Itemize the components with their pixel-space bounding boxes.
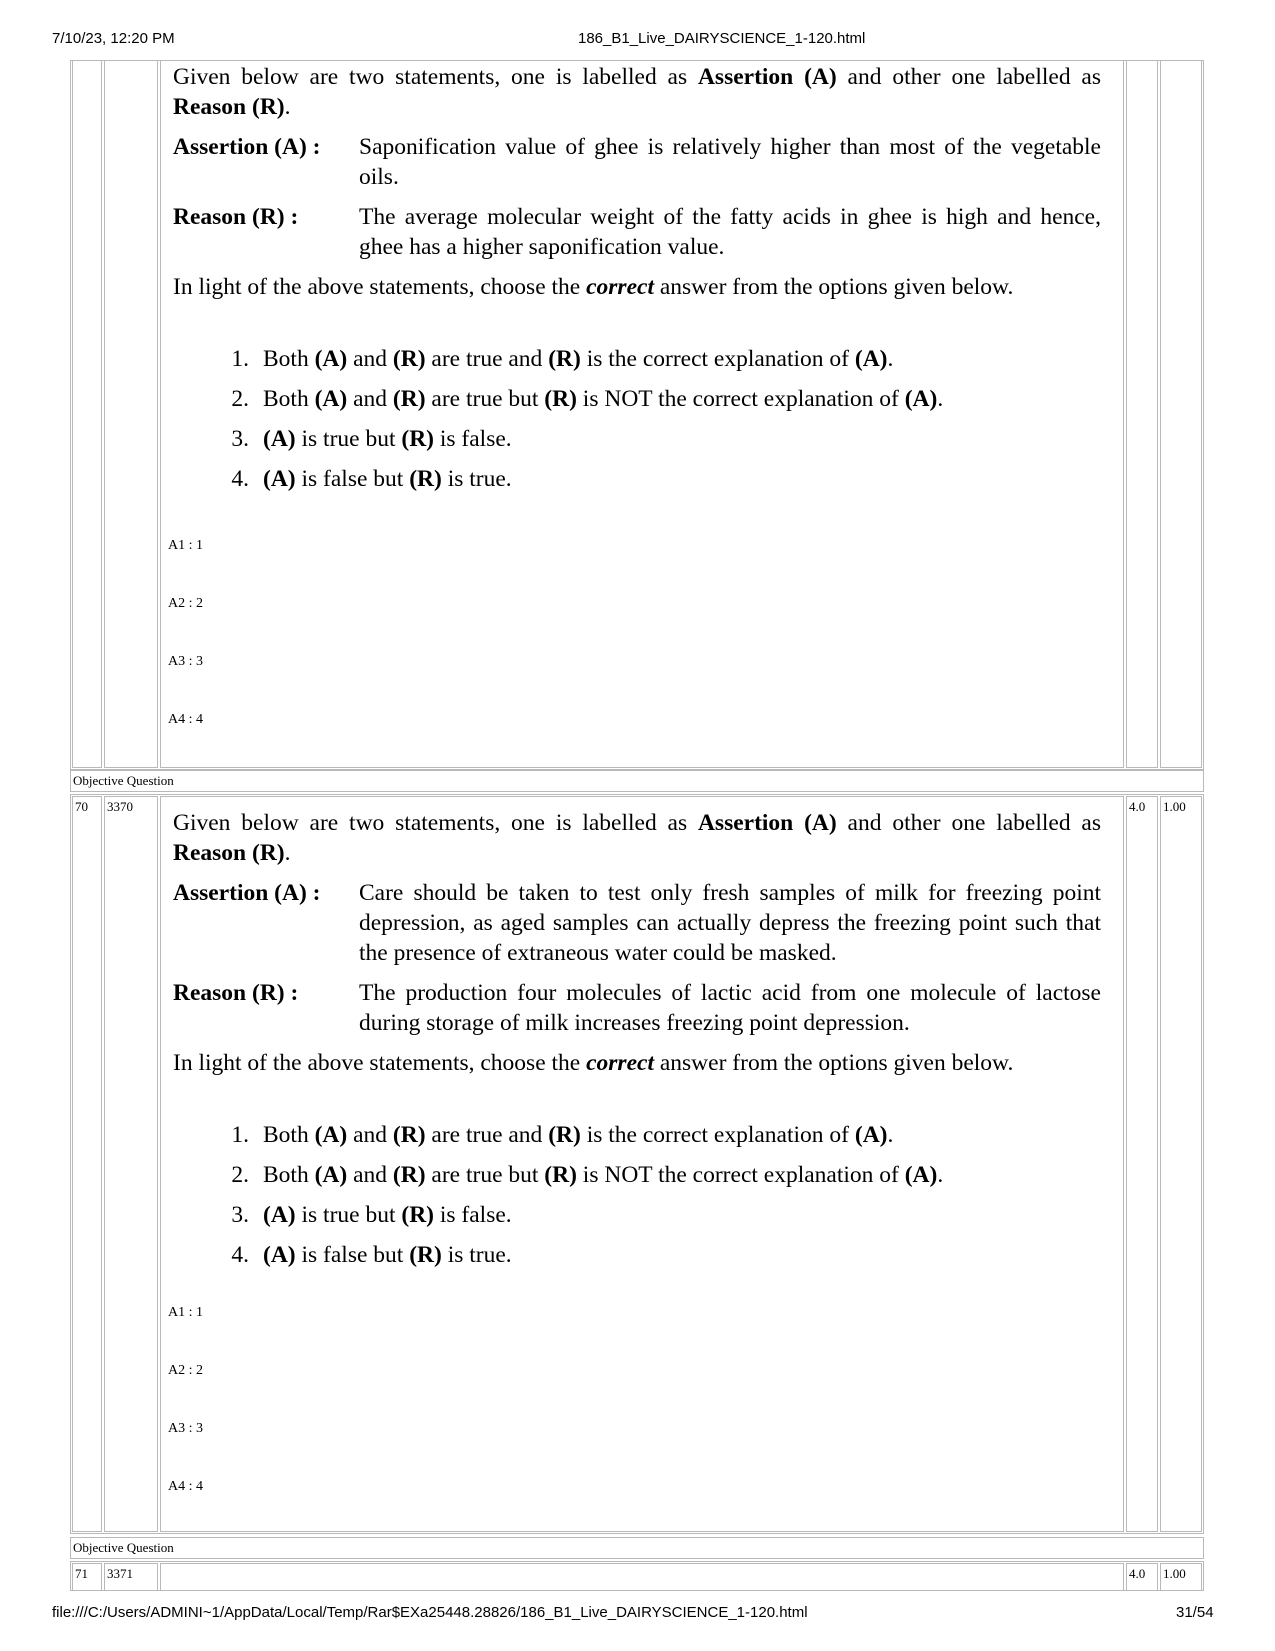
section-label: Objective Question — [73, 773, 174, 788]
answer-option-4: A4 : 4 — [168, 1479, 203, 1494]
question-instruction: In light of the above statements, choose the correct answer from the options given below. — [173, 274, 1014, 300]
option-2: 2. Both (A) and (R) are true but (R) is NOT the correct explanation of (A). — [231, 386, 944, 412]
option-1: 1. Both (A) and (R) are true and (R) is the correct explanation of (A). — [231, 346, 894, 372]
option-4: 4. (A) is false but (R) is true. — [231, 466, 512, 492]
answer-option-3: A3 : 3 — [168, 654, 203, 669]
question-id: 3371 — [107, 1566, 133, 1581]
question-serial: 70 — [75, 799, 88, 814]
negative-marks: 1.00 — [1163, 799, 1186, 814]
print-page-number: 31/54 — [1176, 1604, 1214, 1621]
option-3: 3. (A) is true but (R) is false. — [231, 426, 512, 452]
question-body — [173, 62, 1101, 302]
reason-statement: Reason (R) : The production four molecules of lactic acid from one molecule of lactose during storage of milk increases freezing point depression. — [173, 980, 1101, 1036]
assertion-statement: Assertion (A) : Care should be taken to test only fresh samples of milk for freezing point depression, as aged samples can actually depress the freezing point such that the presence of extraneous water could be masked. — [173, 880, 1101, 966]
option-2: 2. Both (A) and (R) are true but (R) is NOT the correct explanation of (A). — [231, 1162, 944, 1188]
negative-marks: 1.00 — [1163, 1566, 1186, 1581]
answer-option-2: A2 : 2 — [168, 1363, 203, 1378]
question-body — [173, 808, 1101, 1078]
print-url: file:///C:/Users/ADMINI~1/AppData/Local/Temp/Rar$EXa25448.28826/186_B1_Live_DAIRYSCIENCE_1-120.html — [52, 1604, 808, 1621]
answer-option-2: A2 : 2 — [168, 596, 203, 611]
question-intro: Given below are two statements, one is labelled as Assertion (A) and other one labelled as Reason (R). — [173, 64, 1101, 120]
question-marks: 4.0 — [1129, 799, 1146, 814]
question-marks: 4.0 — [1129, 1566, 1146, 1581]
question-serial: 71 — [75, 1566, 88, 1581]
option-1: 1. Both (A) and (R) are true and (R) is the correct explanation of (A). — [231, 1122, 894, 1148]
question-intro: Given below are two statements, one is labelled as Assertion (A) and other one labelled as Reason (R). — [173, 810, 1101, 866]
answer-option-3: A3 : 3 — [168, 1421, 203, 1436]
print-title: 186_B1_Live_DAIRYSCIENCE_1-120.html — [578, 30, 866, 47]
answer-option-4: A4 : 4 — [168, 712, 203, 727]
option-4: 4. (A) is false but (R) is true. — [231, 1242, 512, 1268]
print-datetime: 7/10/23, 12:20 PM — [52, 30, 175, 47]
answer-option-1: A1 : 1 — [168, 1305, 203, 1320]
question-instruction: In light of the above statements, choose the correct answer from the options given below. — [173, 1050, 1014, 1076]
question-id: 3370 — [107, 799, 133, 814]
reason-statement: Reason (R) : The average molecular weight of the fatty acids in ghee is high and hence, ghee has a higher saponification value. — [173, 204, 1101, 260]
section-label: Objective Question — [73, 1540, 174, 1555]
answer-option-1: A1 : 1 — [168, 538, 203, 553]
assertion-statement: Assertion (A) : Saponification value of ghee is relatively higher than most of the vegetable oils. — [173, 134, 1101, 190]
option-3: 3. (A) is true but (R) is false. — [231, 1202, 512, 1228]
